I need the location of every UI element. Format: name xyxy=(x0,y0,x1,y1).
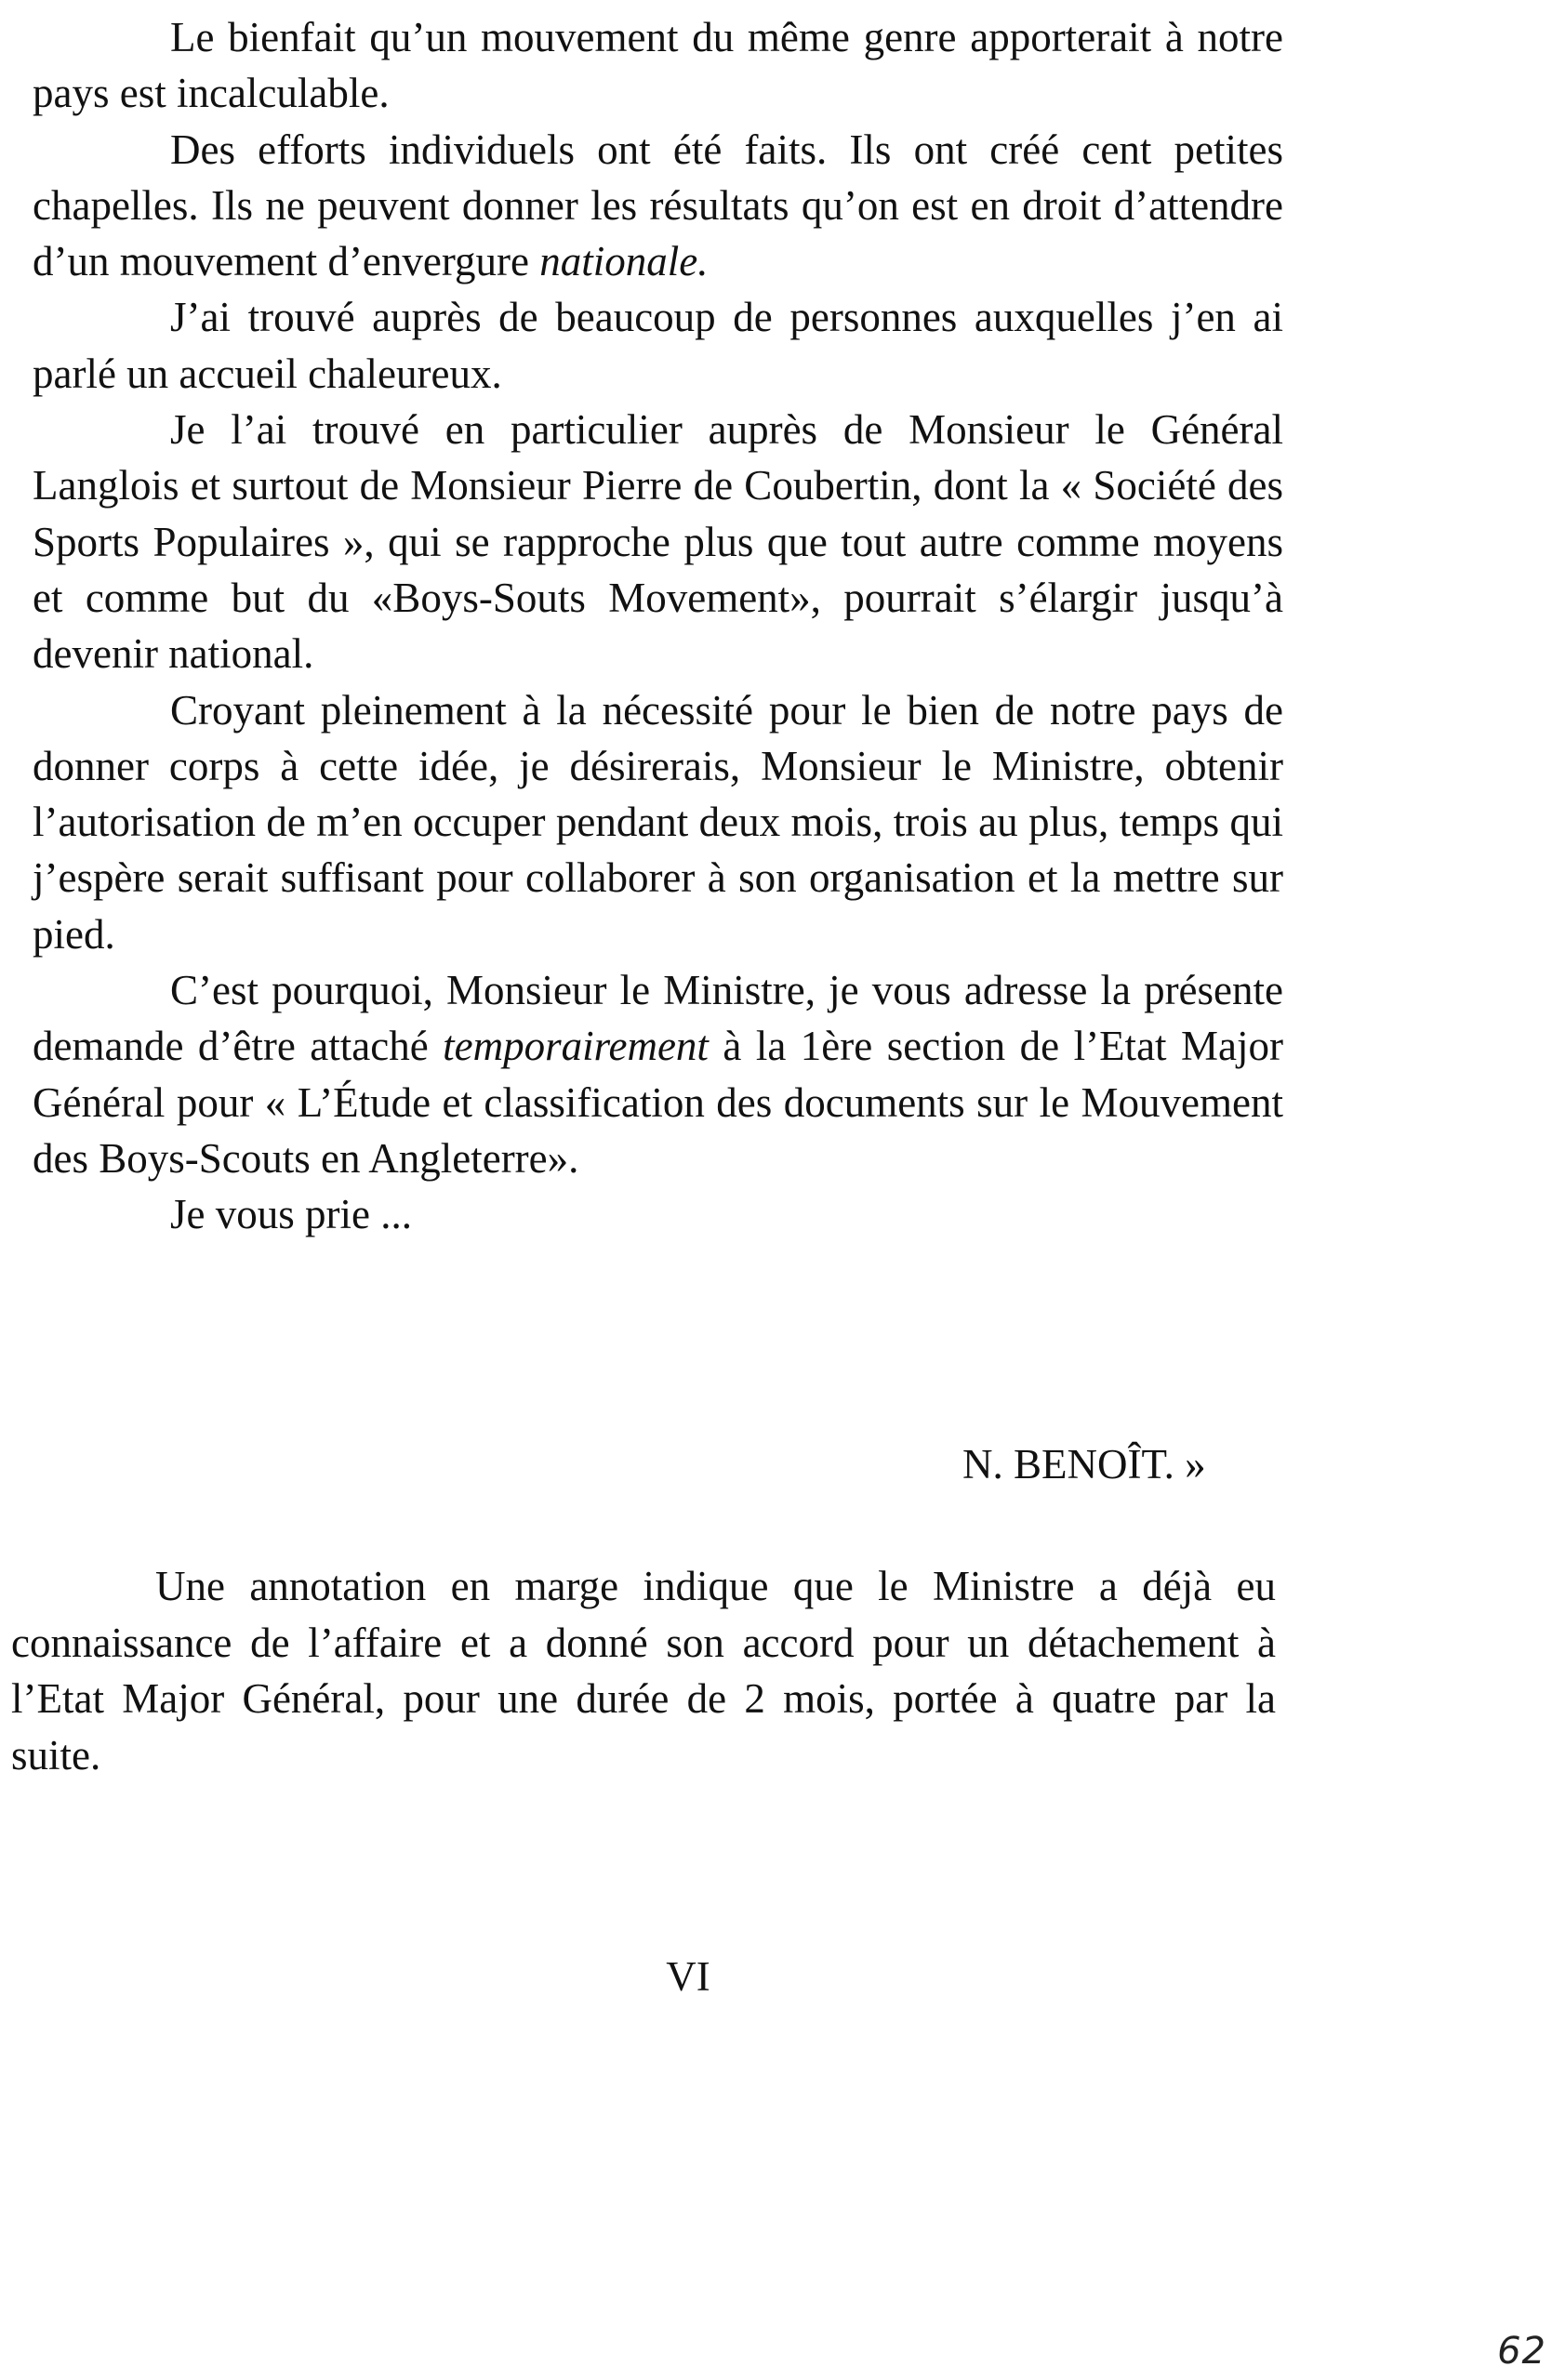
paragraph-efforts xyxy=(33,122,1283,290)
letter-body xyxy=(33,9,1283,1243)
paragraph-demande xyxy=(33,962,1283,1186)
handwritten-page-number: 62 xyxy=(1497,2330,1546,2373)
annotation-paragraph: Une annotation en marge indique que le Ministre a déjà eu connaissance de l’affaire et a donné son accord pour un détachement à l’Etat Major Général, pour une durée de 2 mois, portée à quatre par la suite. xyxy=(11,1563,1276,1778)
italic-temporairement: temporairement xyxy=(443,1023,709,1070)
paragraph-closing: Je vous prie ... xyxy=(170,1191,412,1238)
paragraph-demande-text: C’est pourquoi, Monsieur le Ministre, je vous adresse la présente demande d’être attaché xyxy=(33,967,1283,1070)
paragraph-efforts-text: Des efforts individuels ont été faits. Ils ont créé cent petites chapelles. Ils ne peuvent donner les résultats qu’on est en droit d’attendre d’un mouvement d’envergure xyxy=(33,126,1283,285)
paragraph-accueil: J’ai trouvé auprès de beaucoup de personnes auxquelles j’en ai parlé un accueil chaleureux. xyxy=(33,294,1283,397)
section-heading: VI xyxy=(666,1953,710,2000)
paragraph-bienfait: Le bienfait qu’un mouvement du même genre apporterait à notre pays est incalculable. xyxy=(33,14,1283,117)
paragraph-demande-rest: à la 1ère section de l’Etat Major Général pour « L’Étude et classification des documents sur le Mouvement des Boys-Scouts en Angleterre». xyxy=(33,1023,1283,1182)
signature: N. BENOÎT. » xyxy=(962,1441,1206,1488)
paragraph-croyant: Croyant pleinement à la nécessité pour le bien de notre pays de donner corps à cette idée, je désirerais, Monsieur le Ministre, obtenir l’autorisation de m’en occuper pendant deux mois, trois au plus, temps qui j’espère serait suffisant pour collaborer à son organisation et la mettre sur pied. xyxy=(33,686,1283,958)
italic-nationale: nationale. xyxy=(539,238,709,285)
paragraph-coubertin: Je l’ai trouvé en particulier auprès de Monsieur le Général Langlois et surtout de Monsieur Pierre de Coubertin, dont la « Société des Sports Populaires », qui se rapproche plus que tout autre comme moyens et comme but du «Boys-Souts Movement», pourrait s’élargir jusqu’à devenir national. xyxy=(33,406,1283,678)
annotation-block xyxy=(11,1558,1276,1783)
